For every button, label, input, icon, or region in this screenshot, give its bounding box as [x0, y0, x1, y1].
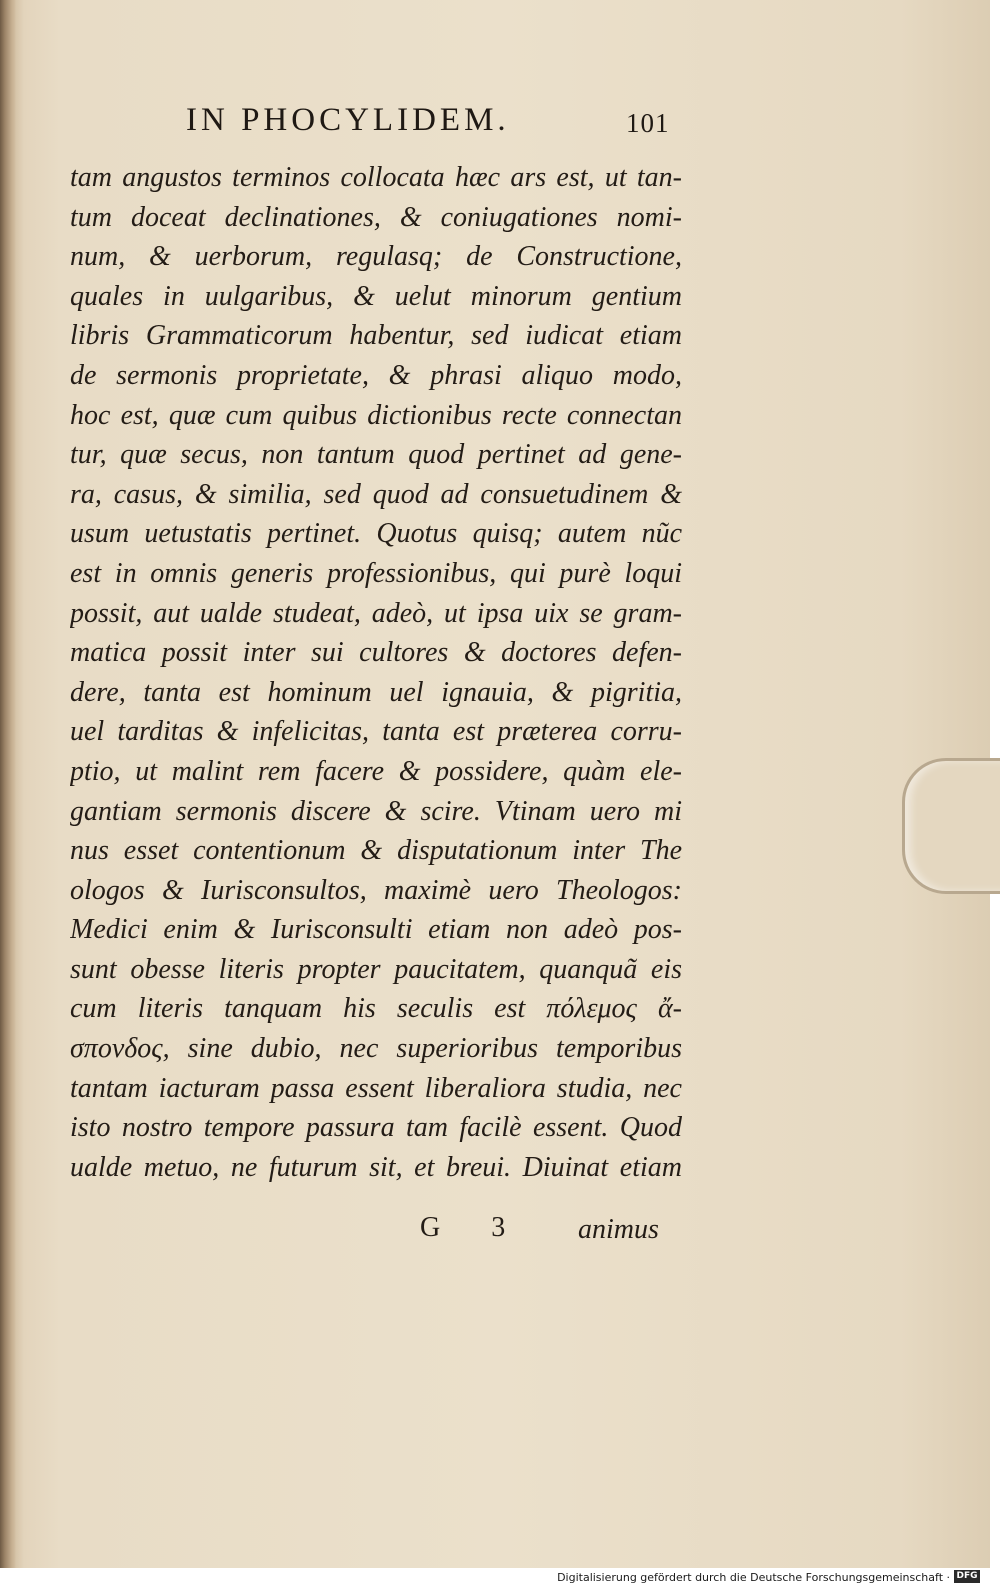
text-line: matica possit inter sui cultores & doctores defen-: [70, 637, 682, 669]
text-line: cum literis tanquam his seculis est πόλεμος ἄ-: [70, 993, 682, 1025]
paper-binding-edge: [0, 0, 16, 1568]
digitization-credit: Digitalisierung gefördert durch die Deutsche Forschungsgemeinschaft ·: [557, 1571, 950, 1584]
text-line: ologos & Iurisconsultos, maximè uero Theologos:: [70, 874, 682, 906]
body-text: [70, 158, 682, 1187]
text-line: usum uetustatis pertinet. Quotus quisq; autem nũc: [70, 518, 682, 550]
text-line: quales in uulgaribus, & uelut minorum gentium: [70, 280, 682, 312]
catchword: animus: [578, 1214, 659, 1245]
text-line: Medici enim & Iurisconsulti etiam non adeò pos-: [70, 914, 682, 946]
text-line: isto nostro tempore passura tam facilè essent. Quod: [70, 1112, 682, 1144]
text-line: de sermonis proprietate, & phrasi aliquo modo,: [70, 359, 682, 391]
text-line: libris Grammaticorum habentur, sed iudicat etiam: [70, 320, 682, 352]
page-number: 101: [626, 108, 670, 138]
text-line: ptio, ut malint rem facere & possidere, quàm ele-: [70, 755, 682, 787]
signature-mark: G 3: [420, 1212, 528, 1243]
text-line: est in omnis generis professionibus, qui purè loqui: [70, 557, 682, 589]
text-line: ualde metuo, ne futurum sit, et breui. Diuinat etiam: [70, 1151, 682, 1183]
text-line: tur, quæ secus, non tantum quod pertinet ad gene-: [70, 439, 682, 471]
page-tab-marker: [902, 758, 1000, 894]
text-line: dere, tanta est hominum uel ignauia, & pigritia,: [70, 676, 682, 708]
text-line: possit, aut ualde studeat, adeò, ut ipsa uix se gram-: [70, 597, 682, 629]
text-line: σπονδος, sine dubio, nec superioribus temporibus: [70, 1033, 682, 1065]
running-head: IN PHOCYLIDEM.: [186, 102, 510, 138]
text-line: nus esset contentionum & disputationum inter The: [70, 835, 682, 867]
text-line: sunt obesse literis propter paucitatem, quanquã eis: [70, 953, 682, 985]
text-line: num, & uerborum, regulasq; de Constructione,: [70, 241, 682, 273]
text-line: hoc est, quæ cum quibus dictionibus recte connectan: [70, 399, 682, 431]
text-line: tantam iacturam passa essent liberaliora studia, nec: [70, 1072, 682, 1104]
text-line: tam angustos terminos collocata hæc ars est, ut tan-: [70, 162, 682, 193]
dfg-logo-icon: DFG: [954, 1570, 980, 1583]
text-line: ra, casus, & similia, sed quod ad consuetudinem &: [70, 478, 682, 510]
text-line: tum doceat declinationes, & coniugationes nomi-: [70, 201, 682, 233]
text-line: uel tarditas & infelicitas, tanta est præterea corru-: [70, 716, 682, 748]
text-line: gantiam sermonis discere & scire. Vtinam uero mi: [70, 795, 682, 827]
